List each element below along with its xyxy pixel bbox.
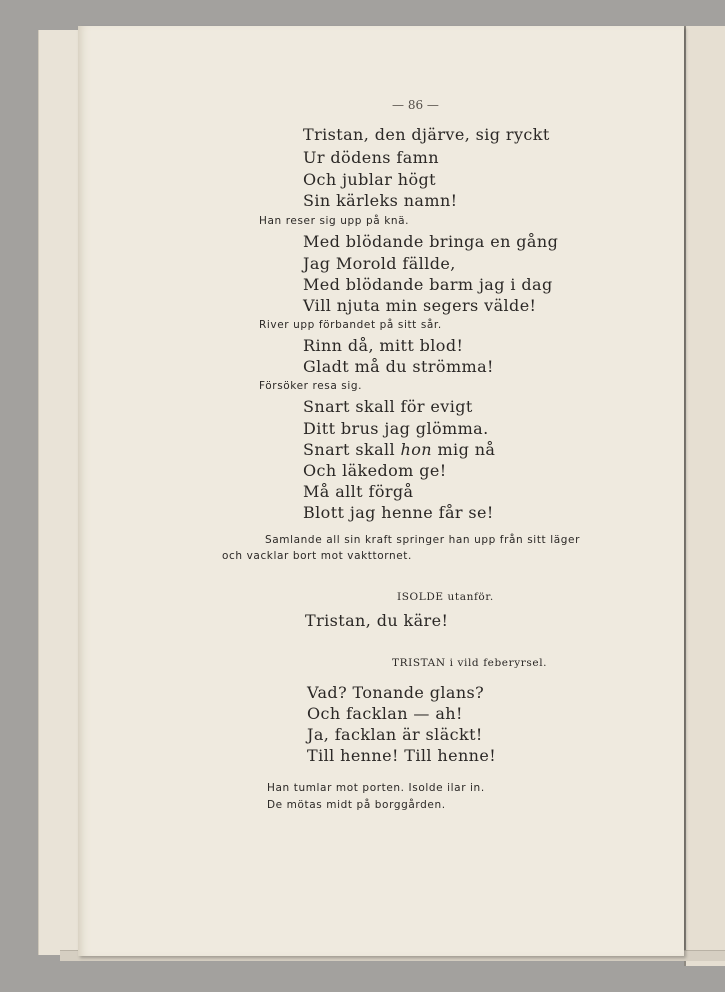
verse-line: Till henne! Till henne! [307, 746, 497, 765]
verse-line: Vad? Tonande glans? [307, 683, 485, 702]
page-number: — 86 — [392, 98, 439, 112]
verse-line: Och facklan — ah! [307, 704, 463, 723]
verse-line: Vill njuta min segers välde! [303, 296, 537, 315]
verse-line: Snart skall hon mig nå [303, 440, 496, 459]
stage-direction: De mötas midt på borggården. [267, 799, 446, 811]
verse-line: Med blödande bringa en gång [303, 232, 559, 251]
stage-direction: Samlande all sin kraft springer han upp från sitt läger [265, 534, 580, 546]
verse-line: Och läkedom ge! [303, 461, 447, 480]
verse-line: Ur dödens famn [303, 148, 439, 167]
verse-line: Ja, facklan är släckt! [307, 725, 483, 744]
verse-line: Tristan, den djärve, sig ryckt [303, 125, 550, 144]
right-page-edge [684, 26, 725, 966]
emphasis-word: hon [400, 440, 432, 459]
stage-direction: Han reser sig upp på knä. [259, 215, 410, 227]
verse-line: Jag Morold fällde, [303, 254, 456, 273]
verse-line: Tristan, du käre! [305, 611, 449, 630]
stage-direction: Försöker resa sig. [259, 380, 363, 392]
speaker-heading: TRISTAN i vild feberyrsel. [392, 657, 548, 669]
verse-line: Gladt må du strömma! [303, 357, 494, 376]
verse-line: Må allt förgå [303, 482, 414, 501]
verse-line: Med blödande barm jag i dag [303, 275, 553, 294]
speaker-heading: ISOLDE utanför. [397, 591, 494, 603]
verse-line: Snart skall för evigt [303, 397, 473, 416]
verse-line: Ditt brus jag glömma. [303, 419, 489, 438]
stage-direction: River upp förbandet på sitt sår. [259, 319, 442, 331]
verse-line: Och jublar högt [303, 170, 436, 189]
verse-line: Rinn då, mitt blod! [303, 336, 464, 355]
verse-line: Sin kärleks namn! [303, 191, 458, 210]
stage-direction: Han tumlar mot porten. Isolde ilar in. [267, 782, 485, 794]
stage-direction: och vacklar bort mot vakttornet. [222, 550, 412, 562]
verse-line: Blott jag henne får se! [303, 503, 494, 522]
